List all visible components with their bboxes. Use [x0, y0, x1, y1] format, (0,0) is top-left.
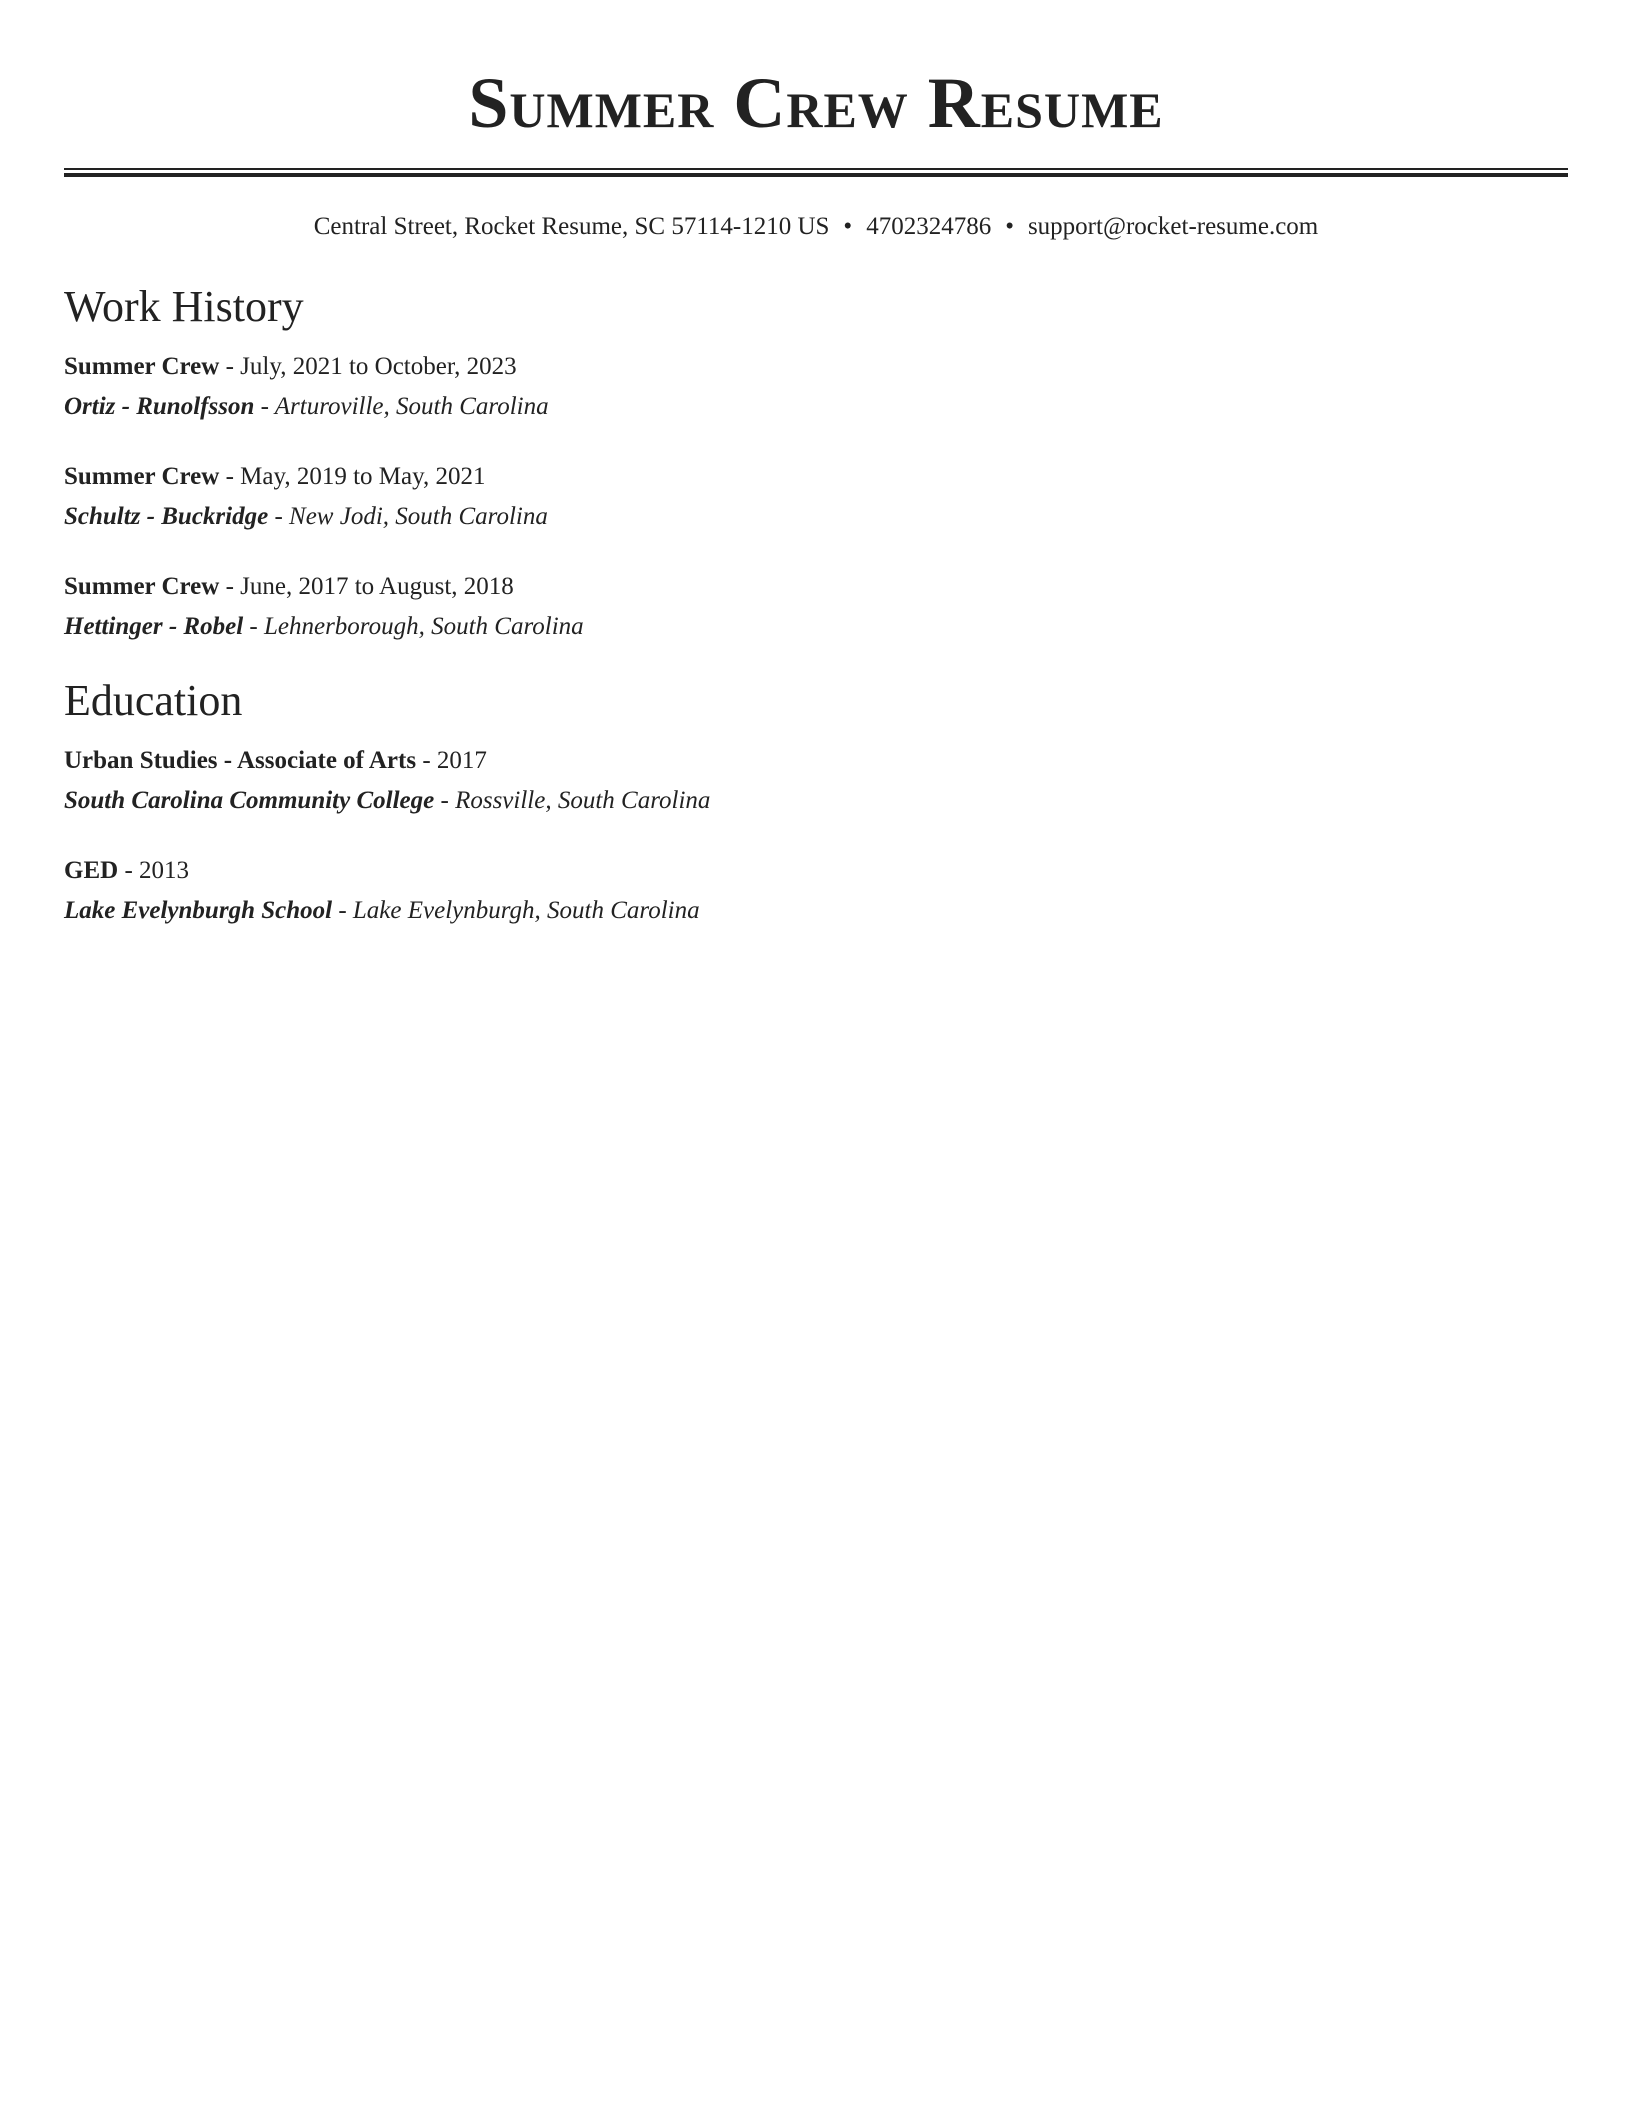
dash: - — [124, 857, 133, 884]
title-double-rule — [64, 168, 1568, 177]
dash: - — [225, 573, 234, 600]
education-heading: Education — [64, 676, 243, 725]
contact-separator: • — [843, 213, 853, 240]
work-location: New Jodi, South Carolina — [289, 503, 548, 530]
dash: - — [225, 353, 234, 380]
work-entry-company-line — [64, 607, 1568, 647]
dash: - — [440, 787, 449, 814]
work-entry-title-line — [64, 347, 1568, 387]
work-entry-company-line — [64, 497, 1568, 537]
education-degree: Urban Studies - Associate of Arts — [64, 747, 417, 774]
education-location: Lake Evelynburgh, South Carolina — [352, 897, 700, 924]
work-entry-title-line — [64, 457, 1568, 497]
education-entry-title-line — [64, 851, 1568, 891]
work-role: Summer Crew — [64, 463, 220, 490]
education-entry-school-line — [64, 781, 1568, 821]
work-entry — [64, 457, 1568, 537]
education-year: 2017 — [436, 747, 487, 774]
contact-phone: 4702324786 — [866, 213, 992, 240]
dash: - — [274, 503, 283, 530]
contact-separator: • — [1005, 213, 1014, 240]
resume-title: Summer Crew Resume — [468, 63, 1164, 143]
education-school: South Carolina Community College — [64, 787, 435, 814]
work-location: Arturoville, South Carolina — [274, 393, 549, 420]
education-entry — [64, 741, 1568, 821]
dash: - — [260, 393, 269, 420]
work-entry — [64, 347, 1568, 427]
work-role: Summer Crew — [64, 573, 220, 600]
education-entry-title-line — [64, 741, 1568, 781]
work-company: Schultz - Buckridge — [64, 503, 269, 530]
work-entry-company-line — [64, 387, 1568, 427]
education-entry — [64, 851, 1568, 931]
dash: - — [249, 613, 258, 640]
work-company: Hettinger - Robel — [64, 613, 244, 640]
work-dates: June, 2017 to August, 2018 — [240, 573, 514, 600]
contact-email: support@rocket-resume.com — [1027, 213, 1319, 240]
education-location: Rossville, South Carolina — [455, 787, 711, 814]
contact-address: Central Street, Rocket Resume, SC 57114-1210 US — [313, 213, 830, 240]
work-role: Summer Crew — [64, 353, 220, 380]
work-entry — [64, 567, 1568, 647]
work-history-heading: Work History — [64, 282, 304, 331]
dash: - — [422, 747, 431, 774]
dash: - — [225, 463, 234, 490]
work-location: Lehnerborough, South Carolina — [263, 613, 584, 640]
work-dates: May, 2019 to May, 2021 — [240, 463, 486, 490]
work-entry-title-line — [64, 567, 1568, 607]
education-degree: GED — [64, 857, 119, 884]
dash: - — [338, 897, 347, 924]
education-school: Lake Evelynburgh School — [64, 897, 333, 924]
work-company: Ortiz - Runolfsson — [64, 393, 255, 420]
contact-line — [64, 211, 1568, 243]
education-entry-school-line — [64, 891, 1568, 931]
education-year: 2013 — [139, 857, 190, 884]
work-dates: July, 2021 to October, 2023 — [240, 353, 517, 380]
